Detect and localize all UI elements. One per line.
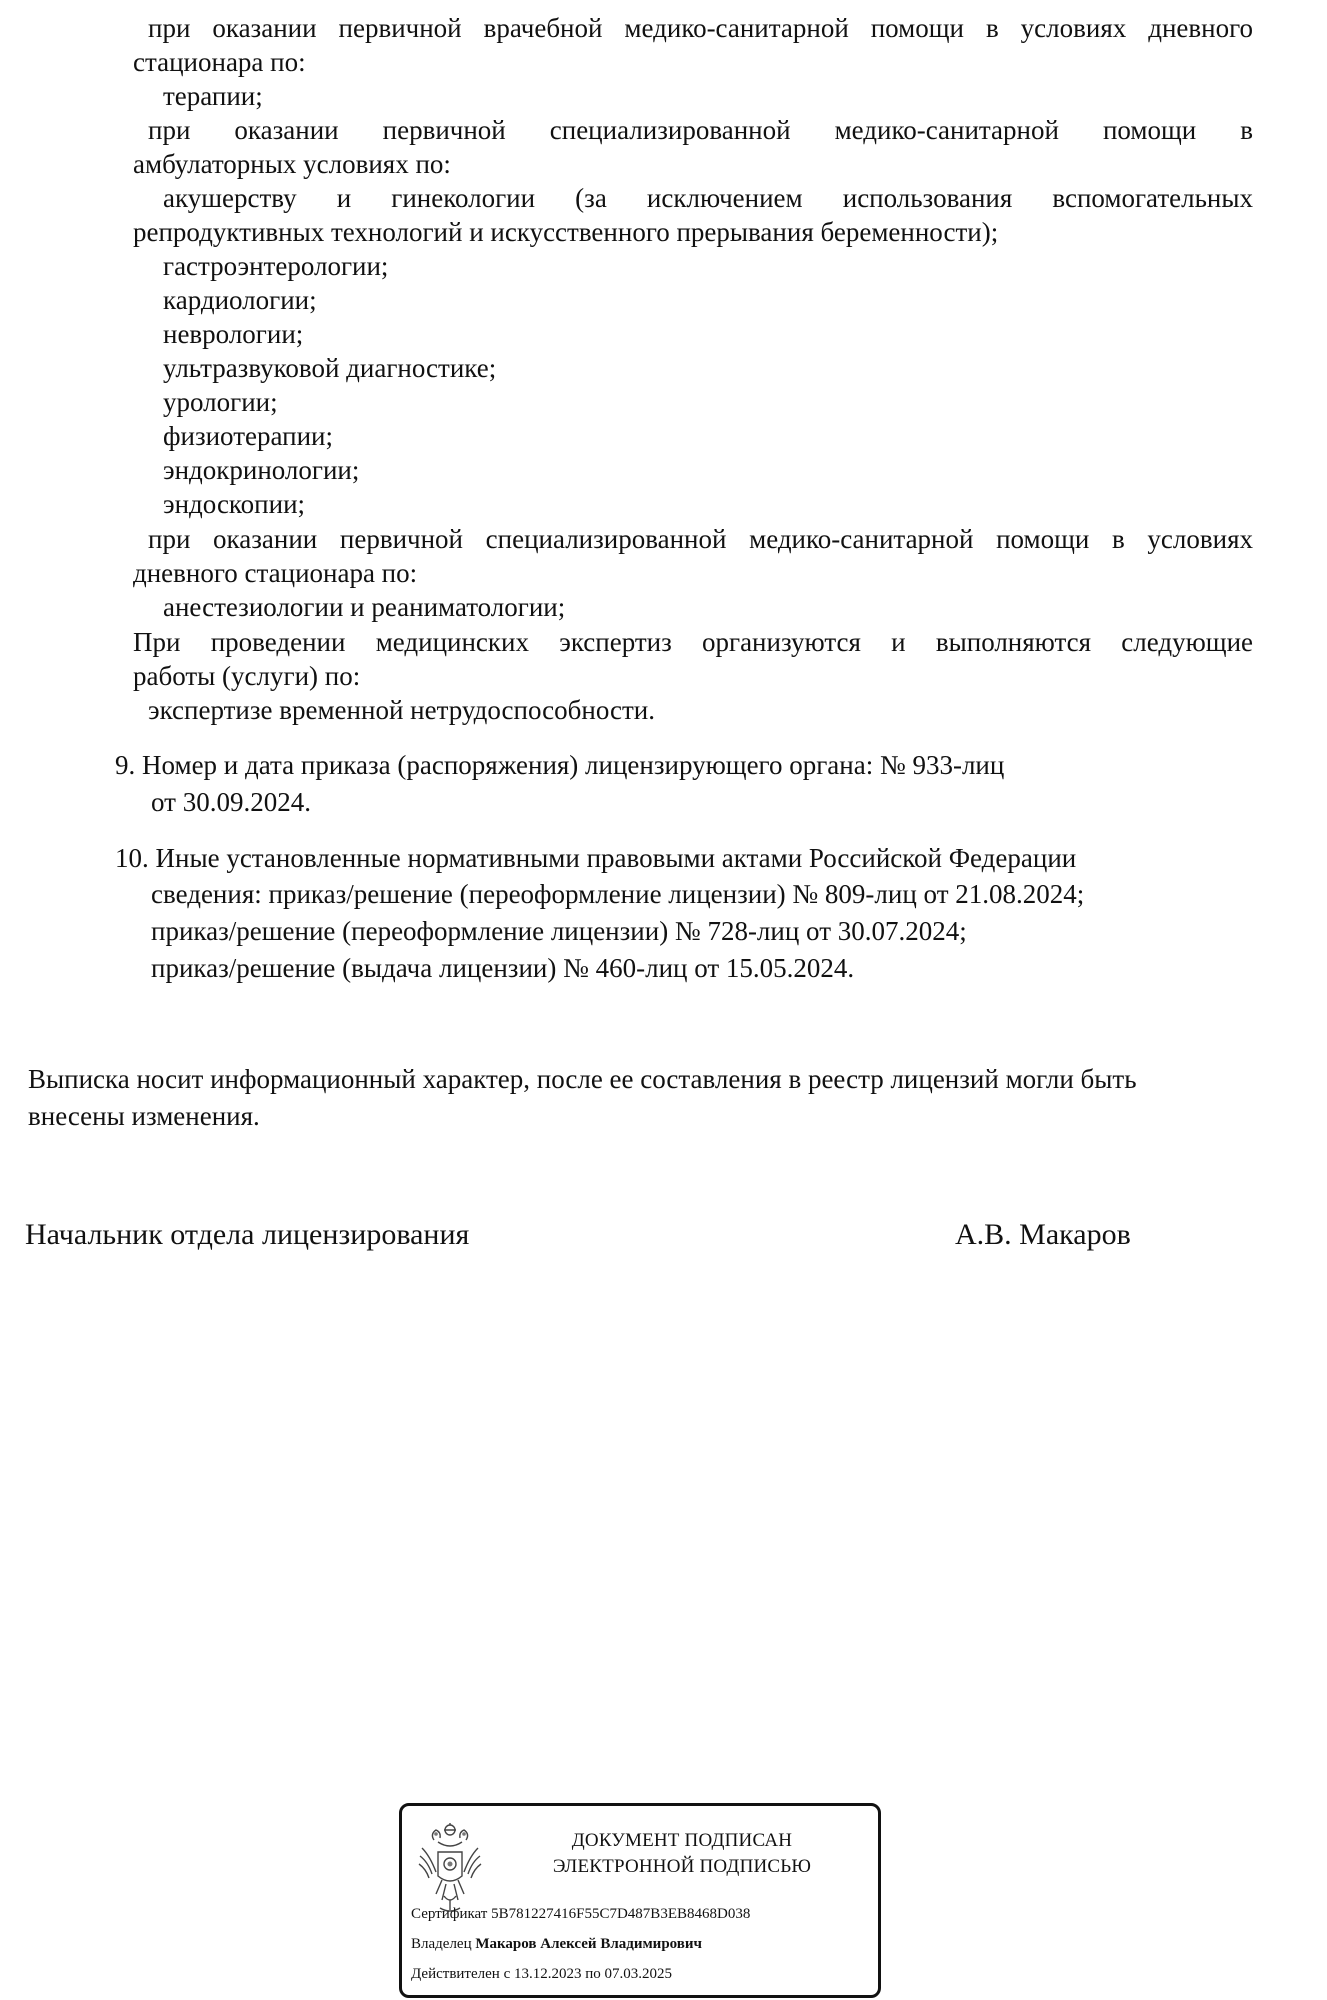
stamp-title-line: ДОКУМЕНТ ПОДПИСАН — [571, 1830, 793, 1851]
double-headed-eagle-icon — [416, 1822, 484, 1914]
validity-label: Действителен — [411, 1966, 500, 1982]
owner-label: Владелец — [411, 1936, 472, 1952]
body-line: при оказании первичной специализированной медико-санитарной помощи в условиях — [148, 524, 1253, 554]
stamp-certificate — [411, 1904, 750, 1924]
body-line: эндоскопии; — [163, 489, 306, 519]
item-10-line: 10. Иные установленные нормативными правовыми актами Российской Федерации — [115, 843, 1077, 873]
certificate-label: Сертификат — [411, 1906, 488, 1922]
item-10-line: сведения: приказ/решение (переоформление лицензии) № 809-лиц от 21.08.2024; — [151, 879, 1085, 909]
stamp-validity — [411, 1964, 672, 1984]
body-line: кардиологии; — [163, 285, 317, 315]
stamp-title — [512, 1828, 852, 1880]
body-line: амбулаторных условиях по: — [133, 149, 451, 179]
signatory-name: А.В. Макаров — [955, 1218, 1131, 1251]
body-line: дневного стационара по: — [133, 558, 418, 588]
body-line: терапии; — [163, 81, 263, 111]
body-line: акушерству и гинекологии (за исключением использования вспомогательных — [163, 183, 1253, 213]
body-line: неврологии; — [163, 319, 304, 349]
disclaimer-line: Выписка носит информационный характер, после ее составления в реестр лицензий могли быть — [28, 1064, 1137, 1094]
disclaimer-line: внесены изменения. — [28, 1101, 260, 1131]
stamp-title-line: ЭЛЕКТРОННОЙ ПОДПИСЬЮ — [552, 1856, 812, 1877]
body-line: стационара по: — [133, 47, 306, 77]
body-line: ультразвуковой диагностике; — [163, 353, 497, 383]
item-10-line: приказ/решение (переоформление лицензии) № 728-лиц от 30.07.2024; — [151, 916, 967, 946]
item-9-line: 9. Номер и дата приказа (распоряжения) лицензирующего органа: № 933-лиц — [115, 750, 1005, 780]
electronic-signature-stamp — [399, 1803, 881, 1998]
body-line: экспертизе временной нетрудоспособности. — [148, 695, 655, 725]
body-line: гастроэнтерологии; — [163, 251, 389, 281]
body-line: при оказании первичной врачебной медико-санитарной помощи в условиях дневного — [148, 13, 1253, 43]
body-line: физиотерапии; — [163, 421, 333, 451]
body-line: репродуктивных технологий и искусственного прерывания беременности); — [133, 217, 999, 247]
body-line: При проведении медицинских экспертиз организуются и выполняются следующие — [133, 627, 1253, 657]
body-line: при оказании первичной специализированной медико-санитарной помощи в — [148, 115, 1253, 145]
body-line: эндокринологии; — [163, 455, 360, 485]
signatory-position: Начальник отдела лицензирования — [25, 1218, 470, 1251]
certificate-value: 5B781227416F55C7D487B3EB8468D038 — [491, 1906, 751, 1922]
body-line: работы (услуги) по: — [133, 661, 361, 691]
body-line: анестезиологии и реаниматологии; — [163, 592, 566, 622]
owner-value: Макаров Алексей Владимирович — [475, 1936, 702, 1952]
body-line: урологии; — [163, 387, 278, 417]
stamp-owner — [411, 1934, 702, 1954]
item-10-line: приказ/решение (выдача лицензии) № 460-лиц от 15.05.2024. — [151, 953, 855, 983]
validity-value: с 13.12.2023 по 07.03.2025 — [503, 1966, 672, 1982]
item-9-line: от 30.09.2024. — [151, 787, 311, 817]
